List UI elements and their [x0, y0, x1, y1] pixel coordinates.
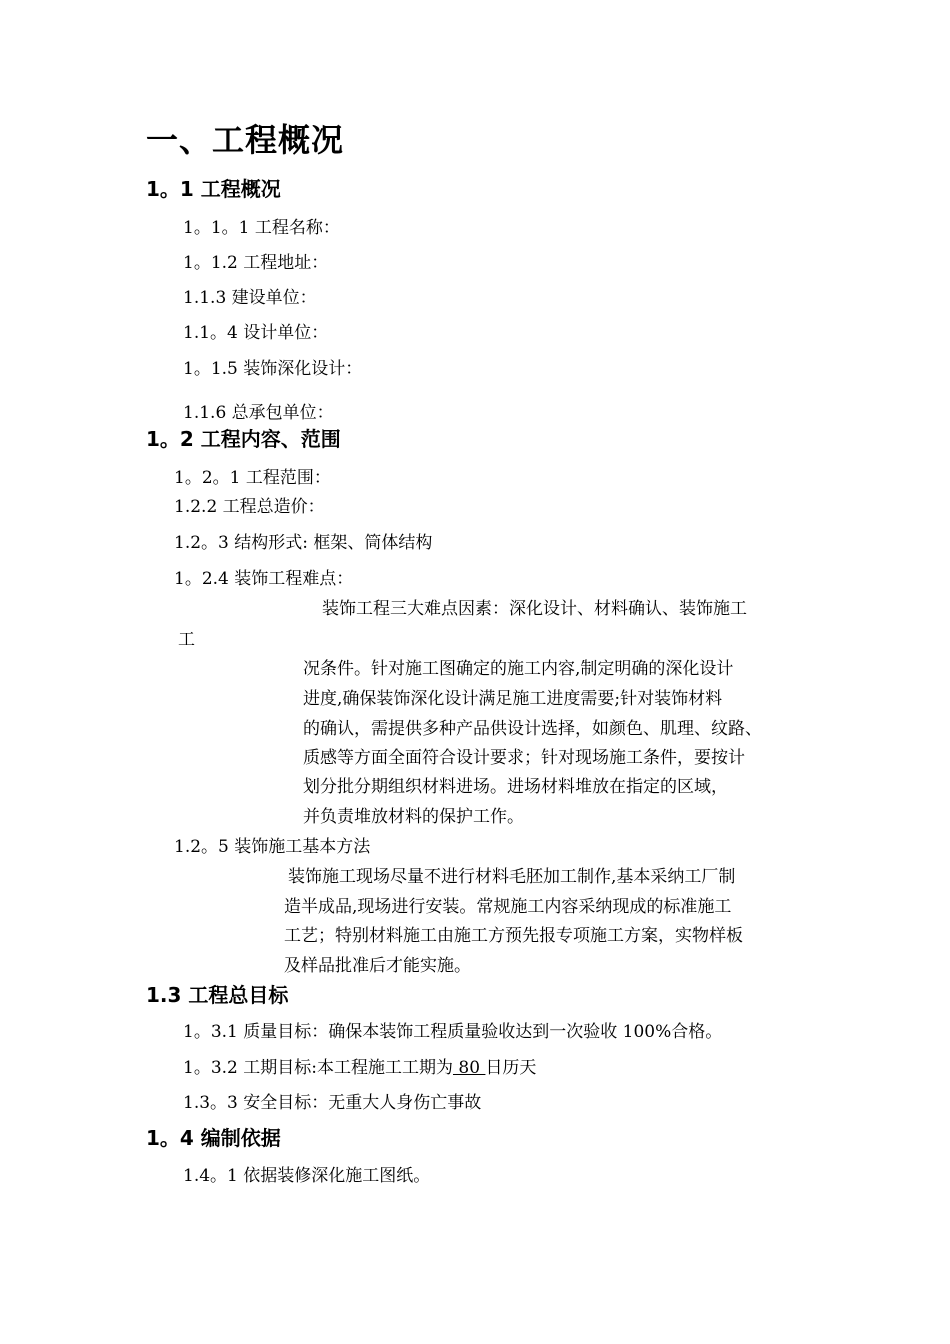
paragraph-line: 装饰施工现场尽量不进行材料毛胚加工制作,基本采纳工厂制 — [288, 867, 736, 887]
page-title: 一、工程概况 — [146, 121, 345, 159]
paragraph-line: 划分批分期组织材料进场。进场材料堆放在指定的区域， — [303, 777, 728, 797]
section-heading-1-4: 1。4 编制依据 — [146, 1126, 281, 1150]
period-suffix: 日历天 — [485, 1058, 537, 1078]
list-item: 1。1.2 工程地址： — [183, 253, 329, 273]
list-item — [183, 1058, 536, 1078]
list-item: 1.1.3 建设单位： — [183, 288, 317, 308]
paragraph-line: 进度,确保装饰深化设计满足施工进度需要;针对装饰材料 — [303, 689, 723, 709]
list-item: 1.4。1 依据装修深化施工图纸。 — [183, 1166, 431, 1186]
paragraph-line: 质感等方面全面符合设计要求；针对现场施工条件，要按计 — [303, 748, 745, 768]
paragraph-line: 工 — [178, 630, 195, 650]
section-heading-1-1: 1。1 工程概况 — [146, 177, 281, 201]
section-heading-1-3: 1.3 工程总目标 — [146, 983, 289, 1007]
paragraph-line: 造半成品,现场进行安装。常规施工内容采纳现成的标准施工 — [284, 897, 732, 917]
period-days: 80 — [452, 1058, 486, 1078]
list-item: 1.2。5 装饰施工基本方法 — [174, 837, 371, 857]
paragraph-line: 及样品批准后才能实施。 — [284, 956, 471, 976]
list-item: 1。1.5 装饰深化设计： — [183, 359, 363, 379]
list-item: 1。2。1 工程范围： — [174, 468, 331, 488]
list-item: 1。1。1 工程名称： — [183, 218, 340, 238]
paragraph-line: 并负责堆放材料的保护工作。 — [303, 807, 524, 827]
section-heading-1-2: 1。2 工程内容、范围 — [146, 427, 341, 451]
list-item: 1。3.1 质量目标：确保本装饰工程质量验收达到一次验收 100%合格。 — [183, 1022, 723, 1042]
list-item: 1。2.4 装饰工程难点： — [174, 569, 354, 589]
paragraph-line: 的确认，需提供多种产品供设计选择，如颜色、肌理、纹路、 — [303, 719, 762, 739]
paragraph-line: 装饰工程三大难点因素：深化设计、材料确认、装饰施工 — [322, 599, 747, 619]
list-item: 1.1。4 设计单位： — [183, 323, 329, 343]
list-item: 1.2.2 工程总造价： — [174, 497, 325, 517]
period-prefix: 1。3.2 工期目标:本工程施工工期为 — [183, 1058, 453, 1078]
list-item: 1.1.6 总承包单位： — [183, 403, 334, 423]
list-item: 1.3。3 安全目标：无重大人身伤亡事故 — [183, 1093, 482, 1113]
paragraph-line: 况条件。针对施工图确定的施工内容,制定明确的深化设计 — [303, 659, 734, 679]
paragraph-line: 工艺；特别材料施工由施工方预先报专项施工方案，实物样板 — [284, 926, 743, 946]
list-item: 1.2。3 结构形式: 框架、筒体结构 — [174, 533, 433, 553]
